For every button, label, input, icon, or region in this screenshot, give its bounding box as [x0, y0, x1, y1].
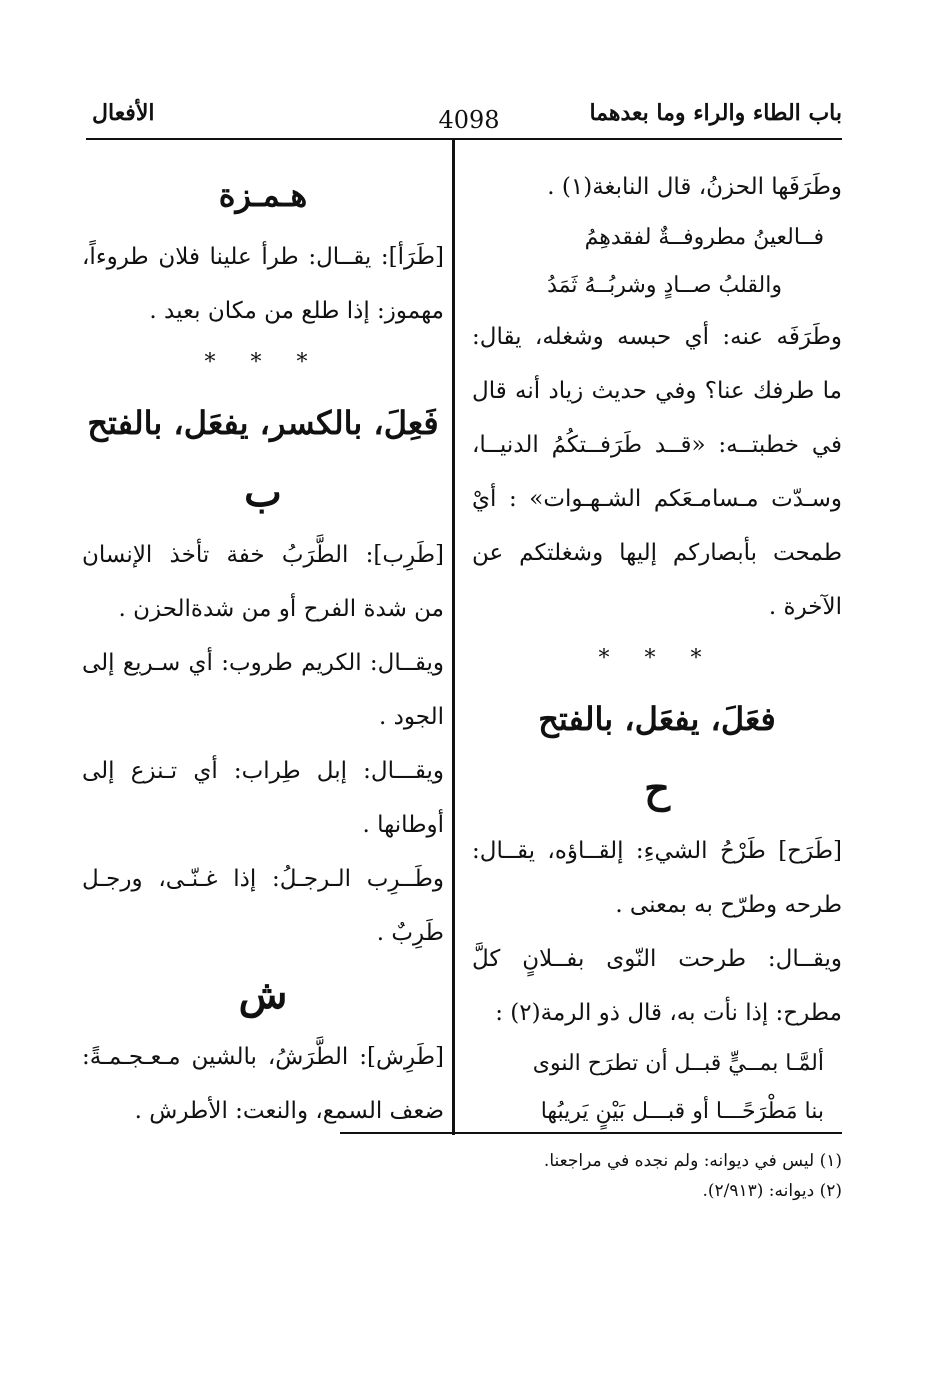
right-column — [472, 160, 842, 1125]
text-line: من شدة الفرح أو من شدةالحزن . — [118, 596, 444, 622]
footnote: (١) ليس في ديوانه: ولم نجده في مراجعنا. — [543, 1151, 842, 1171]
text-line: وطَــرِب الـرجـلُ: إذا غـنّـى، ورجـل — [82, 866, 444, 892]
text-line: طَرِبٌ . — [376, 920, 444, 946]
verse-line: ألمَّـا بمــيٍّ قبــل أن تطرَح النوى — [532, 1051, 824, 1076]
section-separator: * * * — [204, 350, 322, 375]
verse-line: والقلبُ صــادٍ وشربُــهُ ثَمَدُ — [547, 273, 782, 298]
running-head-section: الأفعال — [92, 100, 155, 126]
text-line: ضعف السمع، والنعت: الأطرش . — [134, 1098, 444, 1124]
section-letter: ب — [244, 469, 282, 516]
text-line: ما طرفك عنا؟ وفي حديث زياد أنه قال — [472, 378, 842, 404]
text-line: [طَرَح] طَرْحُ الشيءِ: إلقــاؤه، يقــال: — [472, 838, 842, 864]
section-heading: فَعِلَ، بالكسر، يفعَل، بالفتح — [87, 404, 439, 442]
text-line: طمحت بأبصاركم إليها وشغلتكم عن — [472, 540, 842, 566]
footnote-rule — [340, 1132, 842, 1134]
text-line: ويقــال: طرحت النّوى بفــلانٍ كلَّ — [472, 946, 842, 972]
text-line: الآخرة . — [768, 594, 842, 620]
text-line: وسـدّت مـسامـعَكم الشـهـوات» : أيْ — [472, 486, 842, 512]
text-line: في خطبتــه: «قــد طَرَفــتكُمُ الدنيــا، — [472, 432, 842, 458]
page-number: 4098 — [438, 106, 500, 134]
text-line: ويقــال: الكريم طروب: أي سـريع إلى — [82, 650, 444, 676]
header-rule — [86, 138, 842, 140]
footnotes — [544, 1146, 842, 1206]
section-letter: ش — [238, 971, 288, 1018]
text-line: [طَرِش]: الطَّرَشُ، بالشين مـعـجـمـةً: — [82, 1044, 444, 1070]
section-heading: فعَلَ، يفعَل، بالفتح — [538, 700, 776, 738]
text-line: [طَرِب]: الطَّرَبُ خفة تأخذ الإنسان — [82, 542, 444, 568]
text-line: وطَرَفَها الحزنُ، قال النابغة(١) . — [547, 174, 842, 200]
left-column — [82, 160, 444, 1125]
text-line: ويقـــال: إبل طِراب: أي تـنزع إلى — [82, 758, 444, 784]
column-divider — [452, 140, 455, 1135]
text-line: وطَرَفَه عنه: أي حبسه وشغله، يقال: — [472, 324, 842, 350]
text-line: الجود . — [379, 704, 444, 730]
text-line: مطرح: إذا نأت به، قال ذو الرمة(٢) : — [495, 1000, 842, 1026]
text-line: مهموز: إذا طلع من مكان بعيد . — [149, 298, 444, 324]
section-letter: ح — [644, 765, 670, 812]
footnote: (٢) ديوانه: (٢/٩١٣). — [702, 1181, 842, 1201]
section-separator: * * * — [598, 646, 716, 671]
section-heading: هـمـزة — [218, 176, 308, 214]
text-line: أوطانها . — [362, 812, 444, 838]
text-line: طرحه وطرّح به بمعنى . — [615, 892, 842, 918]
verse-line: فــالعينُ مطروفــةٌ لفقدهِمُ — [584, 225, 824, 250]
running-head-chapter: باب الطاء والراء وما بعدهما — [589, 100, 842, 126]
verse-line: بنا مَطْرَحًـــا أو قبـــل بَيْنٍ يَريبُها — [540, 1099, 824, 1124]
text-line: [طَرَأ]: يقــال: طرأ علينا فلان طروءاً، — [82, 244, 444, 270]
